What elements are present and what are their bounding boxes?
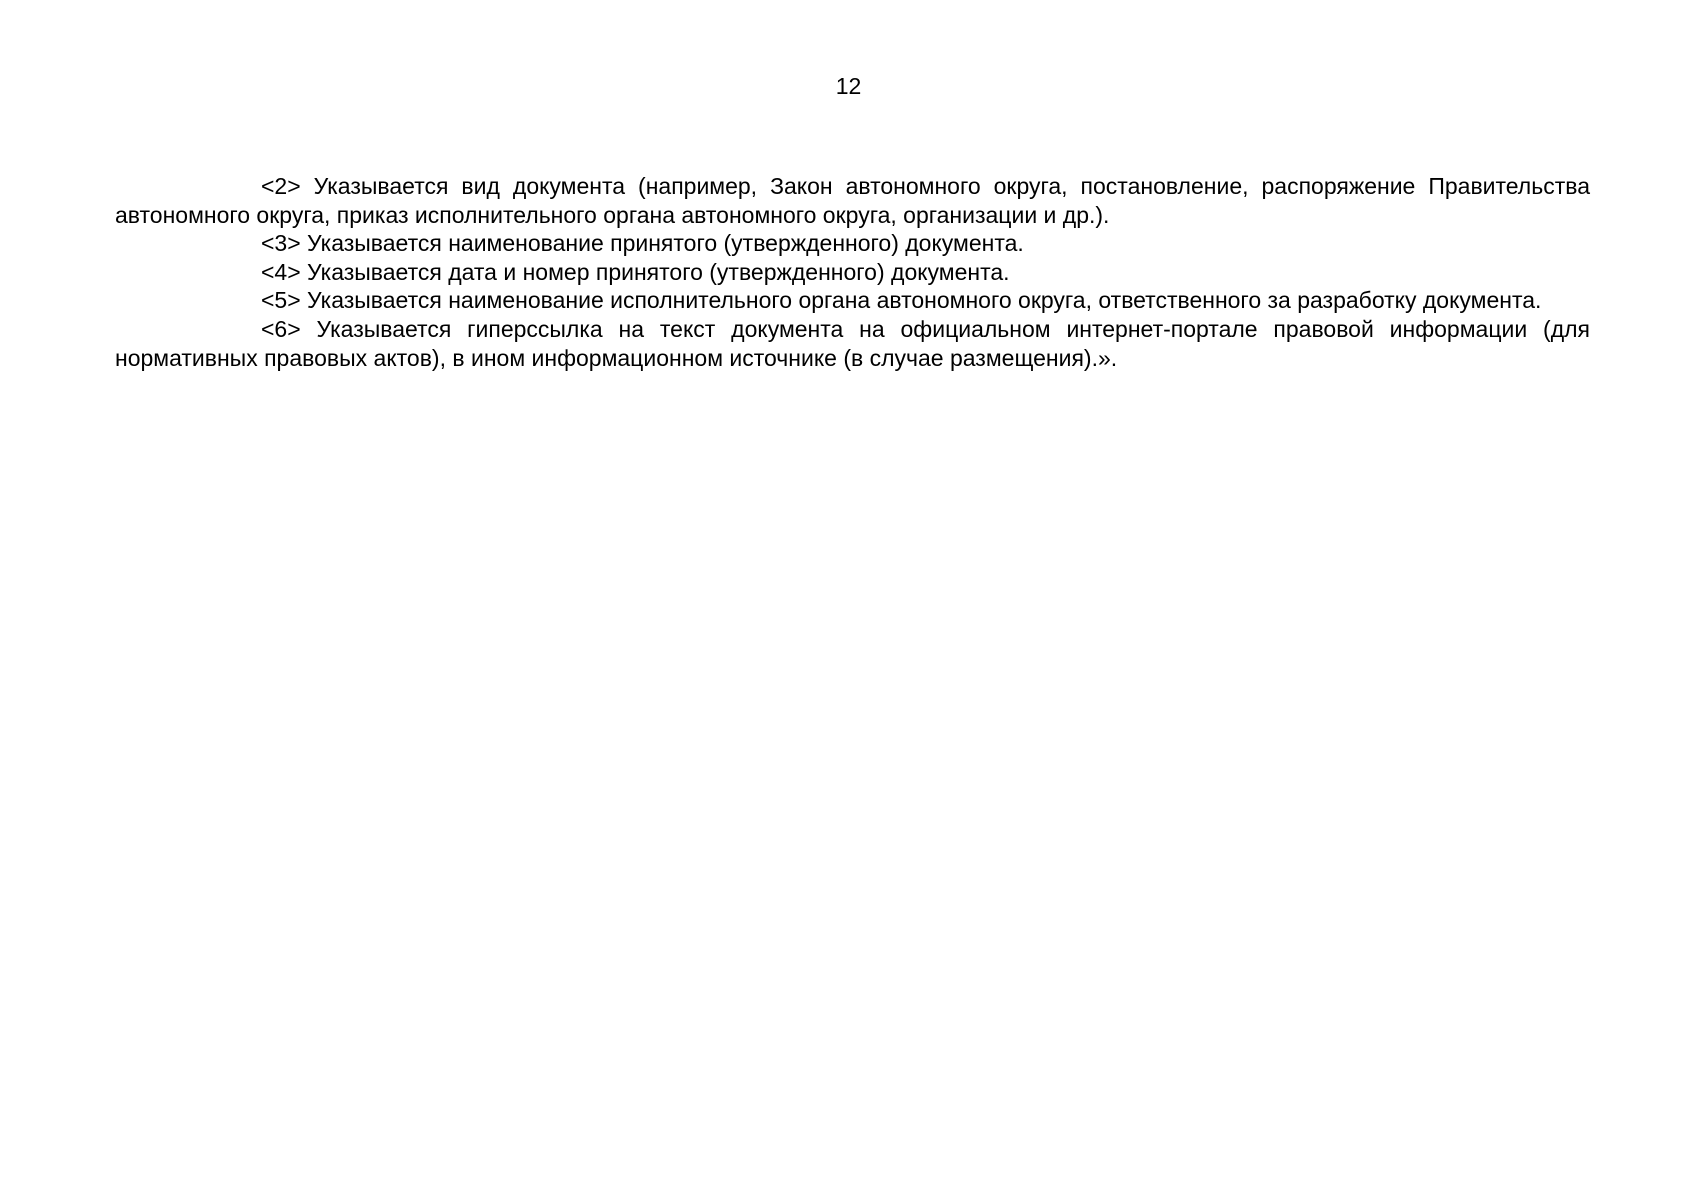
footnote-text: Указывается гиперссылка на текст документа на официальном интернет-портале правовой информации (для нормативных правовых актов), в ином информационном источнике (в случае размещения).». [115,315,1590,371]
footnote-marker: <4> [261,258,301,285]
footnote-3 [115,229,1590,258]
footnotes-list [115,172,1590,372]
footnote-5 [115,286,1590,315]
footnote-text: Указывается наименование исполнительного органа автономного округа, ответственного за разработку документа. [307,287,1542,314]
page-number: 12 [835,73,862,99]
footnote-text: Указывается вид документа (например, Закон автономного округа, постановление, распоряжение Правительства автономного округа, приказ исполнительного органа автономного округа, организации и др.). [115,173,1591,228]
footnote-marker: <3> [261,230,301,257]
footnote-4 [115,258,1590,287]
footnote-6 [115,315,1590,372]
footnote-marker: <5> [261,287,301,314]
footnote-marker: <6> [261,315,301,342]
footnote-marker: <2> [261,173,301,199]
footnote-text: Указывается наименование принятого (утвержденного) документа. [307,230,1024,257]
footnote-2 [115,172,1590,229]
footnote-text: Указывается дата и номер принятого (утвержденного) документа. [307,258,1010,285]
